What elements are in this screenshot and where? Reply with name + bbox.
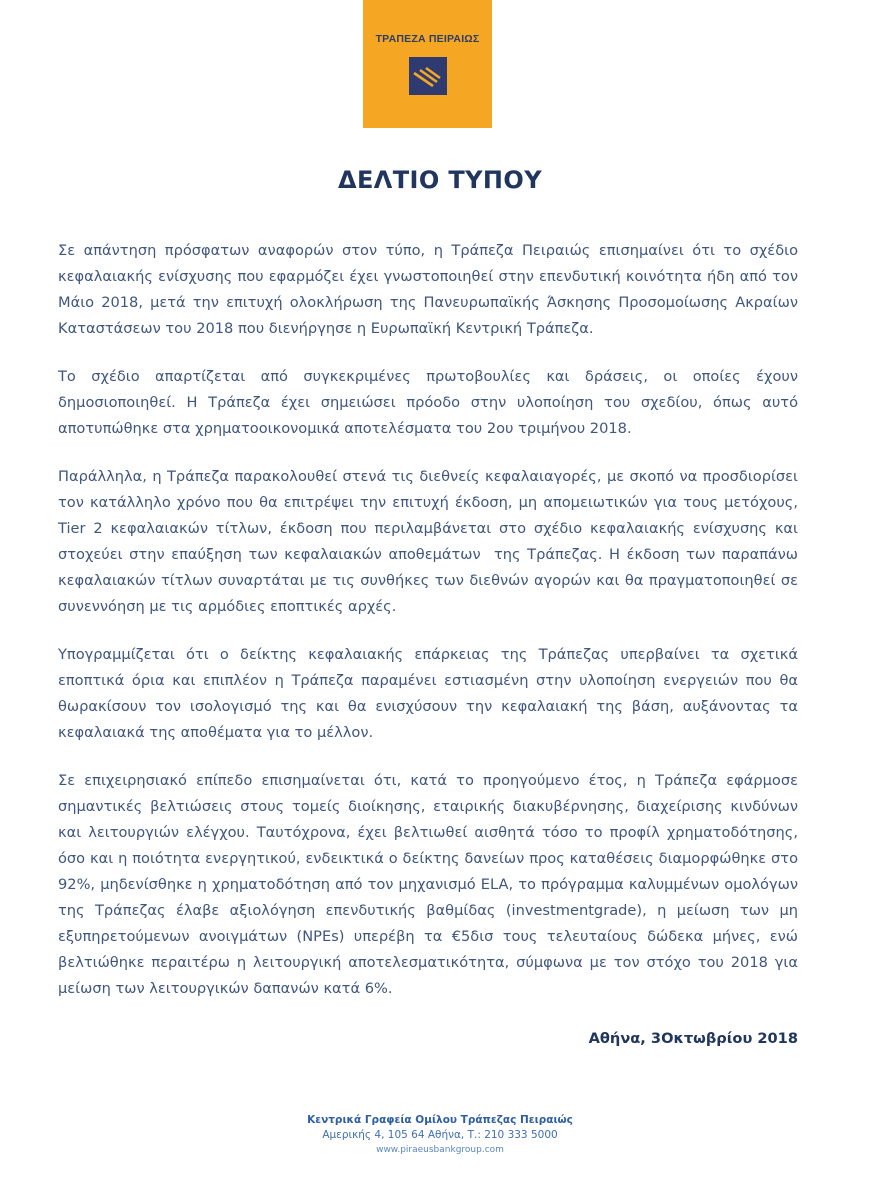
paragraph: Σε επιχειρησιακό επίπεδο επισημαίνεται ότι, κατά το προηγούμενο έτος, η Τράπεζα εφάρμοσε σημαντικές βελτιώσεις στους τομείς διοίκησης, εταιρικής διακυβέρνησης, διαχείρισης κινδύνων και λειτουργιών ελέγχου. Ταυτόχρονα, έχει βελτιωθεί αισθητά τόσο το προφίλ χρηματοδότησης, όσο και η ποιότητα ενεργητικού, ενδεικτικά ο δείκτης δανείων προς καταθέσεις διαμορφώθηκε στο 92%, μηδενίσθηκε η χρηματοδότηση από τον μηχανισμό ELA, το πρόγραμμα καλυμμένων ομολόγων της Τράπεζας έλαβε αξιολόγηση επενδυτικής βαθμίδας (investmentgrade), η μείωση των μη εξυπηρετούμενων ανοιγμάτων (NPEs) υπερέβη τα €5δισ τους τελευταίους δώδεκα μήνες, ενώ βελτιώθηκε περαιτέρω η λειτουργική αποτελεσματικότητα, σύμφωνα με τον στόχο του 2018 για μείωση των λειτουργικών δαπανών κατά 6%. [58,772,803,997]
piraeus-bank-mark-icon [409,57,447,95]
bank-logo-block [363,0,492,128]
paragraph: Υπογραμμίζεται ότι ο δείκτης κεφαλαιακής επάρκειας της Τράπεζας υπερβαίνει τα σχετικά εποπτικά όρια και επιπλέον η Τράπεζα παραμένει εστιασμένη στην υλοποίηση ενεργειών που θα θωρακίσουν τον ισολογισμό της και θα ενισχύσουν την κεφαλαιακή της βάση, αυξάνοντας τα κεφαλαιακά της αποθέματα για το μέλλον. [58,646,803,741]
footer-company-name: Κεντρικά Γραφεία Ομίλου Τράπεζας Πειραιώς [307,1114,573,1126]
paragraph: Το σχέδιο απαρτίζεται από συγκεκριμένες πρωτοβουλίες και δράσεις, οι οποίες έχουν δημοσιοποιηθεί. Η Τράπεζα έχει σημειώσει πρόοδο στην υλοποίηση του σχεδίου, όπως αυτό αποτυπώθηκε στα χρηματοοικονομικά αποτελέσματα του 2ου τριμήνου 2018. [58,368,803,437]
press-release-body [58,238,803,1052]
dateline-signature: Αθήνα, 3Οκτωβρίου 2018 [588,1030,798,1047]
page-title: ΔΕΛΤΙΟ ΤΥΠΟΥ [337,166,543,194]
bank-wordmark: ΤΡΑΠΕΖΑ ΠΕΙΡΑΙΩΣ [375,33,480,45]
page-footer [0,1113,880,1158]
paragraph: Παράλληλα, η Τράπεζα παρακολουθεί στενά τις διεθνείς κεφαλαιαγορές, με σκοπό να προσδιορίσει τον κατάλληλο χρόνο που θα επιτρέψει την επιτυχή έκδοση, μη απομειωτικών για τους μετόχους, Tier 2 κεφαλαιακών τίτλων, έκδοση που περιλαμβάνεται στο σχέδιο κεφαλαιακής ενίσχυσης και στοχεύει στην επαύξηση των κεφαλαιακών αποθεμάτων της Τράπεζας. Η έκδοση των παραπάνω κεφαλαιακών τίτλων συναρτάται με τις συνθήκες των διεθνών αγορών και θα πραγματοποιηθεί σε συνεννόηση με τις αρμόδιες εποπτικές αρχές. [58,468,803,615]
footer-address: Αμερικής 4, 105 64 Αθήνα, Τ.: 210 333 5000 [322,1129,558,1141]
footer-website[interactable]: www.piraeusbankgroup.com [376,1145,504,1155]
paragraph: Σε απάντηση πρόσφατων αναφορών στον τύπο, η Τράπεζα Πειραιώς επισημαίνει ότι το σχέδιο κεφαλαιακής ενίσχυσης που εφαρμόζει έχει γνωστοποιηθεί στην επενδυτική κοινότητα ήδη από τον Μάιο 2018, μετά την επιτυχή ολοκλήρωση της Πανευρωπαϊκής Άσκησης Προσομοίωσης Ακραίων Καταστάσεων του 2018 που διενήργησε η Ευρωπαϊκή Κεντρική Τράπεζα. [58,242,803,337]
